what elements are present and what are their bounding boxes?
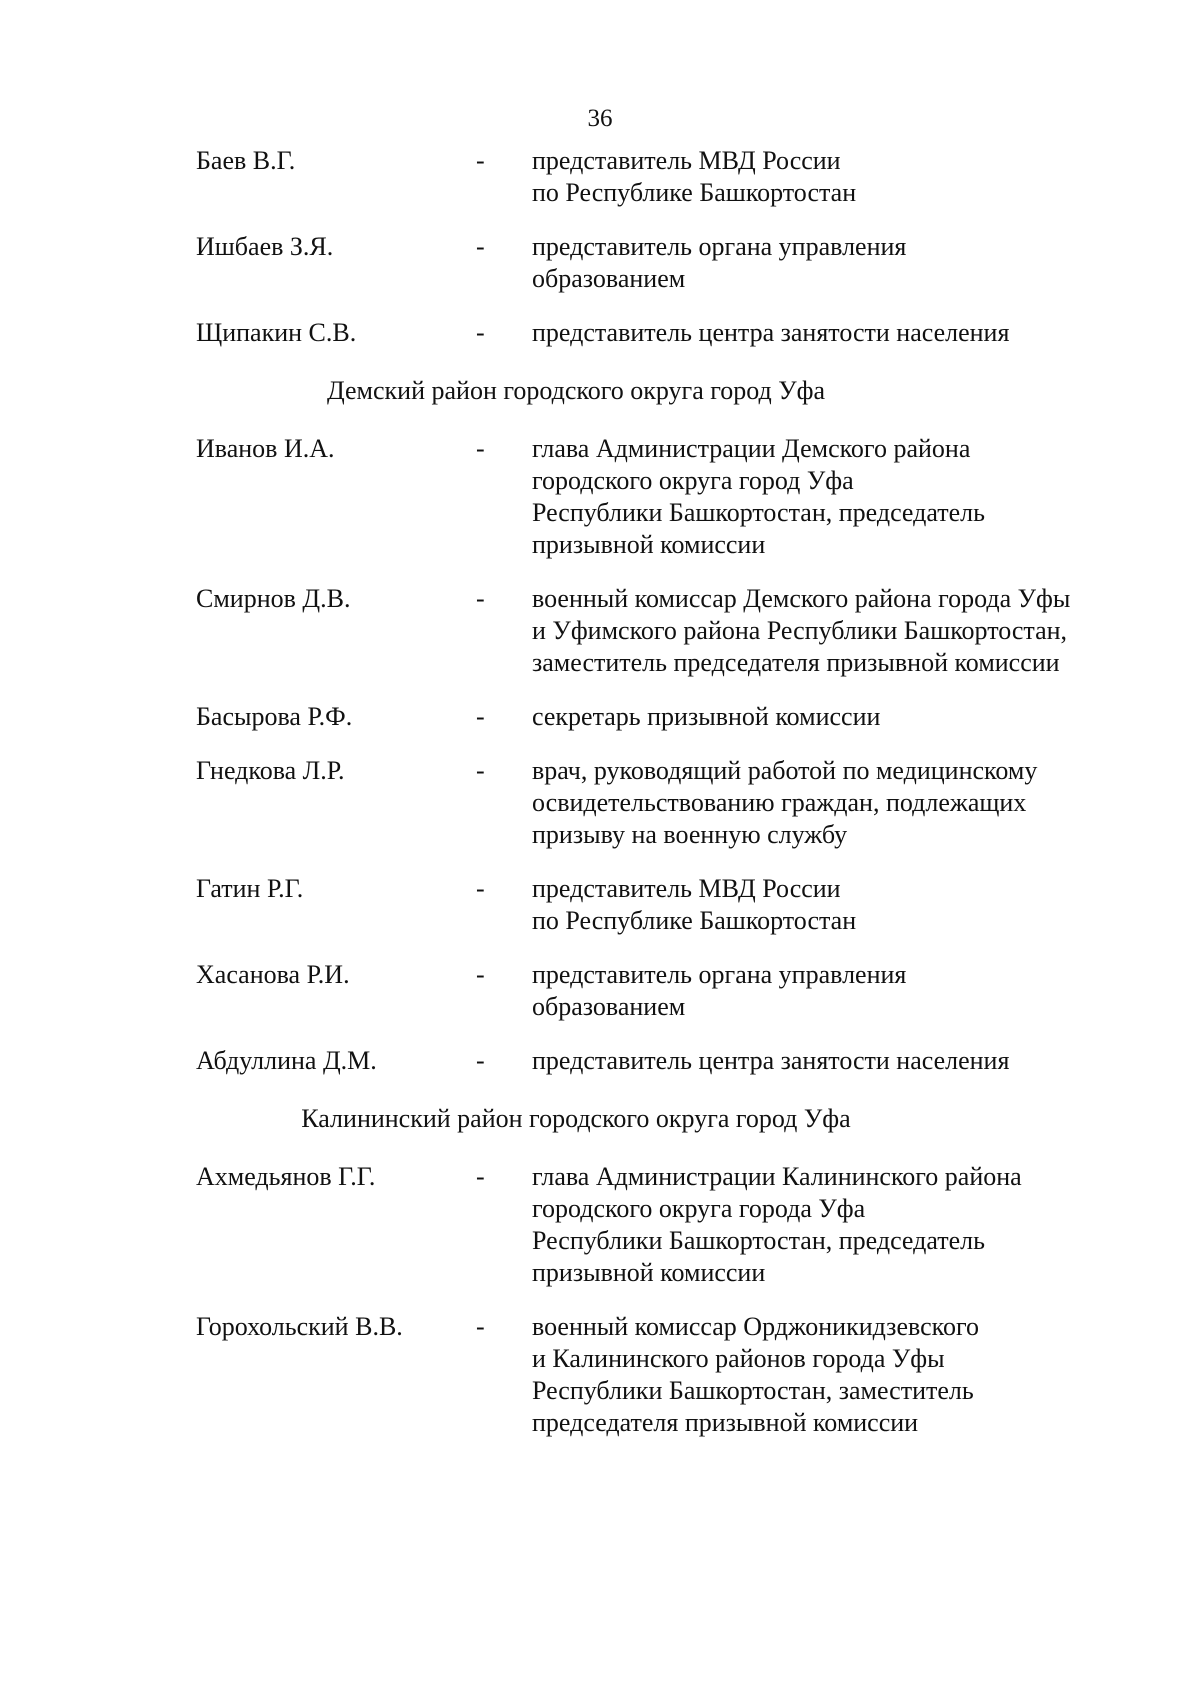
role-line: представитель центра занятости населения	[532, 318, 1010, 347]
member-role	[532, 873, 1136, 937]
member-role	[532, 231, 1136, 295]
member-entry	[196, 583, 1136, 679]
separator-dash: -	[476, 756, 485, 785]
member-role	[532, 145, 1136, 209]
separator-dash: -	[476, 1312, 485, 1341]
member-role	[532, 583, 1136, 679]
member-entry	[196, 317, 1136, 349]
member-entry	[196, 959, 1136, 1023]
member-name: Абдуллина Д.М.	[196, 1046, 377, 1075]
role-line: председателя призывной комиссии	[532, 1408, 919, 1437]
section-heading: Калининский район городского округа город Уфа	[301, 1104, 851, 1133]
member-name: Гатин Р.Г.	[196, 874, 304, 903]
role-line: представитель центра занятости населения	[532, 1046, 1010, 1075]
member-name: Баев В.Г.	[196, 146, 296, 175]
member-role	[532, 1311, 1136, 1439]
separator-dash: -	[476, 960, 485, 989]
member-entry	[196, 1045, 1136, 1077]
member-role	[532, 1045, 1136, 1077]
role-line: представитель органа управления	[532, 232, 907, 261]
separator-dash: -	[476, 874, 485, 903]
member-name: Щипакин С.В.	[196, 318, 357, 347]
member-name: Хасанова Р.И.	[196, 960, 350, 989]
role-line: заместитель председателя призывной комиссии	[532, 648, 1060, 677]
role-line: по Республике Башкортостан	[532, 906, 857, 935]
member-name: Ахмедьянов Г.Г.	[196, 1162, 376, 1191]
member-entry	[196, 433, 1136, 561]
commission-list	[196, 145, 1136, 1439]
member-role	[532, 433, 1136, 561]
role-line: и Калининского районов города Уфы	[532, 1344, 945, 1373]
separator-dash: -	[476, 146, 485, 175]
member-entry	[196, 231, 1136, 295]
role-line: образованием	[532, 264, 686, 293]
role-line: по Республике Башкортостан	[532, 178, 857, 207]
separator-dash: -	[476, 1046, 485, 1075]
separator-dash: -	[476, 1162, 485, 1191]
page-number: 36	[587, 105, 613, 132]
role-line: Республики Башкортостан, заместитель	[532, 1376, 974, 1405]
role-line: представитель МВД России	[532, 146, 841, 175]
separator-dash: -	[476, 318, 485, 347]
member-entry	[196, 1161, 1136, 1289]
member-entry	[196, 755, 1136, 851]
role-line: секретарь призывной комиссии	[532, 702, 881, 731]
member-role	[532, 755, 1136, 851]
role-line: Республики Башкортостан, председатель	[532, 498, 985, 527]
member-role	[532, 959, 1136, 1023]
member-name: Ишбаев З.Я.	[196, 232, 334, 261]
role-line: глава Администрации Демского района	[532, 434, 971, 463]
role-line: призывной комиссии	[532, 530, 766, 559]
role-line: военный комиссар Демского района города Уфы	[532, 584, 1071, 613]
member-name: Горохольский В.В.	[196, 1312, 403, 1341]
section-heading: Демский район городского округа город Уфа	[326, 376, 826, 405]
separator-dash: -	[476, 584, 485, 613]
role-line: представитель МВД России	[532, 874, 841, 903]
member-role	[532, 701, 1136, 733]
member-name: Иванов И.А.	[196, 434, 335, 463]
role-line: врач, руководящий работой по медицинскому	[532, 756, 1038, 785]
member-entry	[196, 1311, 1136, 1439]
member-role	[532, 317, 1136, 349]
separator-dash: -	[476, 702, 485, 731]
role-line: глава Администрации Калининского района	[532, 1162, 1022, 1191]
role-line: Республики Башкортостан, председатель	[532, 1226, 985, 1255]
role-line: представитель органа управления	[532, 960, 907, 989]
role-line: освидетельствованию граждан, подлежащих	[532, 788, 1027, 817]
member-entry	[196, 145, 1136, 209]
separator-dash: -	[476, 434, 485, 463]
member-name: Гнедкова Л.Р.	[196, 756, 345, 785]
role-line: и Уфимского района Республики Башкортостан,	[532, 616, 1068, 645]
separator-dash: -	[476, 232, 485, 261]
member-role	[532, 1161, 1136, 1289]
member-entry	[196, 873, 1136, 937]
role-line: городского округа города Уфа	[532, 1194, 866, 1223]
member-name: Басырова Р.Ф.	[196, 702, 353, 731]
role-line: городского округа город Уфа	[532, 466, 854, 495]
role-line: призыву на военную службу	[532, 820, 848, 849]
role-line: образованием	[532, 992, 686, 1021]
member-name: Смирнов Д.В.	[196, 584, 351, 613]
role-line: призывной комиссии	[532, 1258, 766, 1287]
role-line: военный комиссар Орджоникидзевского	[532, 1312, 979, 1341]
member-entry	[196, 701, 1136, 733]
